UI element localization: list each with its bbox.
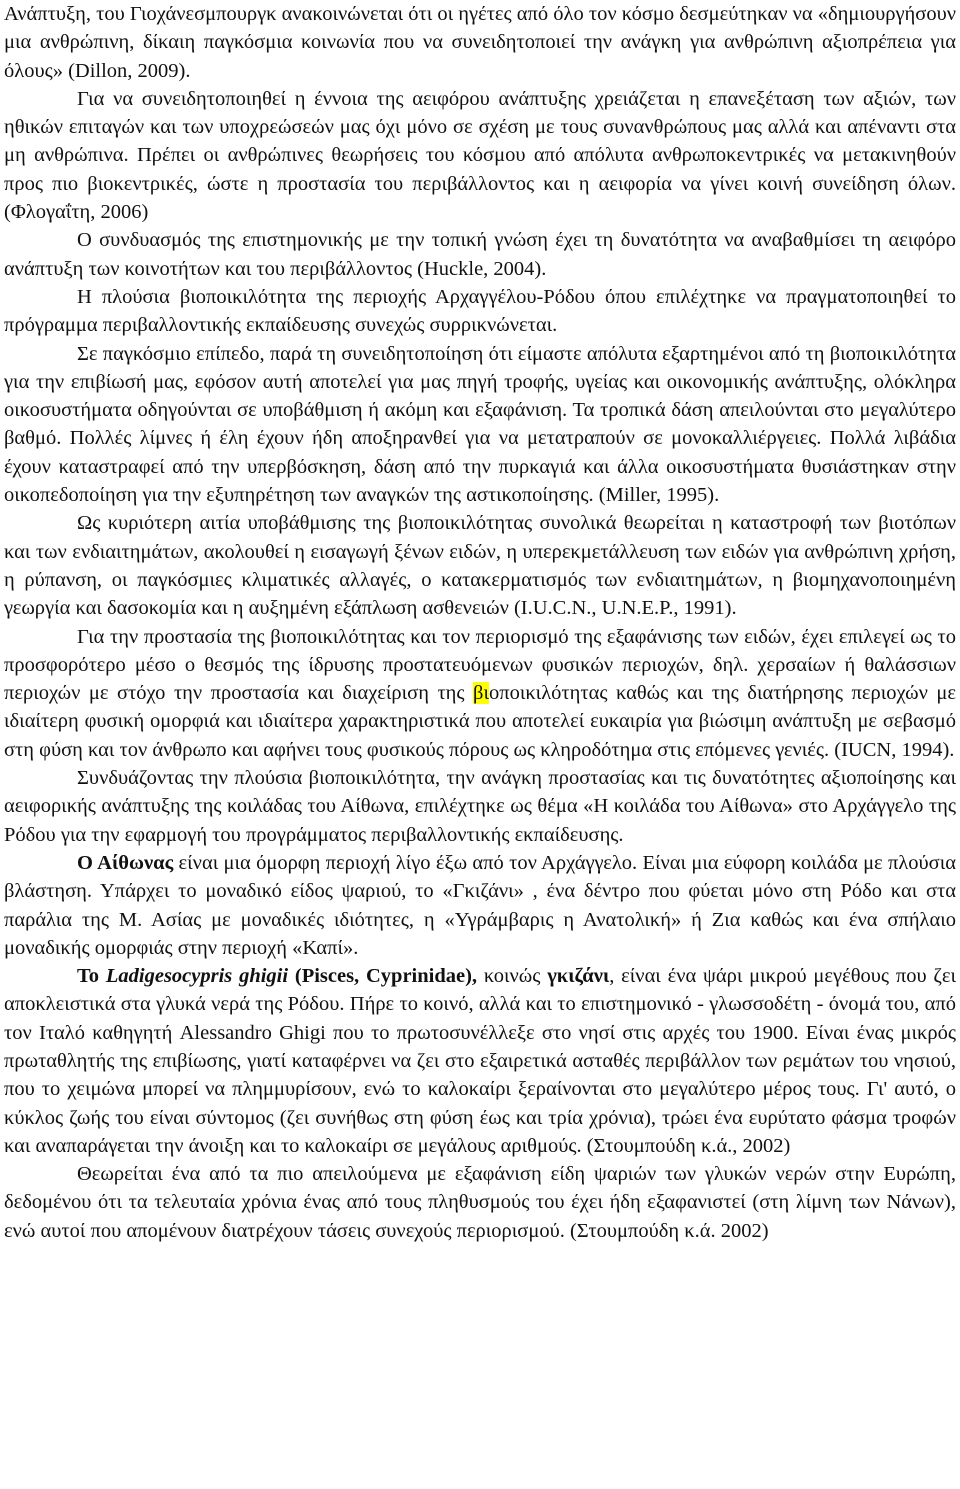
paragraph-endangered-status — [4, 1160, 956, 1245]
bold-term: (Pisces, Cyprinidae), — [288, 965, 478, 988]
paragraph-protected-areas — [4, 623, 956, 764]
bold-term: Ο Αίθωνας — [77, 851, 174, 874]
paragraph-text: Συνδυάζοντας την πλούσια βιοποικιλότητα, την ανάγκη προστασίας και τις δυνατότητες αξιοποίησης και αειφορικής ανάπτυξης της κοιλάδας του Αίθωνα, επιλέχτηκε ως θέμα «Η κοιλάδα του Αίθωνα» στο Αρχάγγελο της Ρόδου για την εφαρμογή του προγράμματος περιβαλλοντικής εκπαίδευσης. — [4, 767, 956, 846]
paragraph-local-knowledge — [4, 226, 956, 283]
paragraph-text: Ως κυριότερη αιτία υποβάθμισης της βιοποικιλότητας συνολικά θεωρείται η καταστροφή των βιοτόπων και των ενδιαιτημάτων, ακολουθεί η εισαγωγή ξένων ειδών, η υπερεκμετάλλευση των ειδών για ανθρώπινη χρήση, η ρύπανση, οι παγκόσμιες κλιματικές αλλαγές, ο κατακερματισμός των ενδιαιτημάτων, η βιομηχανοποιημένη γεωργία και δασοκομία και η αυξημένη εξάπλωση ασθενειών (I.U.C.N., U.N.E.P., 1991). — [4, 512, 956, 620]
paragraph-text: Για να συνειδητοποιηθεί η έννοια της αειφόρου ανάπτυξης χρειάζεται η επανεξέταση των αξιών, των ηθικών επιταγών και των υποχρεώσεών μας όχι μόνο σε σχέση με τους συνανθρώπους μας αλλά και απέναντι στα μη ανθρώπινα. Πρέπει οι ανθρώπινες θεωρήσεις του κόσμου από απόλυτα ανθρωποκεντρικές να μετακινηθούν προς πιο βιοκεντρικές, ώστε η προστασία του περιβάλλοντος και η αειφορία να γίνει κοινή συνείδηση όλων. (Φλογαΐτη, 2006) — [4, 87, 956, 224]
paragraph-text: Η πλούσια βιοποικιλότητα της περιοχής Αρχαγγέλου-Ρόδου όπου επιλέχτηκε να πραγματοποιηθεί το πρόγραμμα περιβαλλοντικής εκπαίδευσης συνεχώς συρρικνώνεται. — [4, 285, 956, 337]
paragraph-text: κοινώς — [477, 965, 548, 988]
paragraph-text: είναι μια όμορφη περιοχή λίγο έξω από τον Αρχάγγελο. Είναι μια εύφορη κοιλάδα με πλούσια βλάστηση. Υπάρχει το μοναδικό είδος ψαριού, το «Γκιζάνι» , ένα δέντρο που φύεται μόνο στη Ρόδο και στα παράλια της Μ. Ασίας με μοναδικές ιδιότητες, η «Υγράμβαρις η Ανατολική» ή Ζια καθώς και ένα σπήλαιο μοναδικής ομορφιάς στην περιοχή «Καπί». — [4, 851, 956, 959]
paragraph-text: Ανάπτυξη, του Γιοχάνεσμπουργκ ανακοινώνεται ότι οι ηγέτες από όλο τον κόσμο δεσμεύτηκαν να «δημιουργήσουν μια ανθρώπινη, δίκαιη παγκόσμια κοινωνία που να συνειδητοποιεί την ανάγκη για ανθρώπινη αξιοπρέπεια για όλους» (Dillon, 2009). — [4, 3, 956, 82]
paragraph-aithonas-theme — [4, 764, 956, 849]
paragraph-text: , είναι ένα ψάρι μικρού μεγέθους που ζει αποκλειστικά στα γλυκά νερά της Ρόδου. Πήρε το κοινό, αλλά και το επιστημονικό - γλωσσοδέτη - όνομά του, από τον Ιταλό καθηγητή Alessandro Ghigi που το πρωτοσυνέλλεξε στο νησί στις αρχές του 1900. Είναι ένας μικρός πρωταθλητής της επιβίωσης, γιατί καταφέρνει να ζει στο εξαιρετικά ασταθές περιβάλλον των ρεμάτων του νησιού, που το χειμώνα μπορεί να πλημμυρίσουν, ενώ το καλοκαίρι ξεραίνονται στο μεγαλύτερο μέρος τους. Γι' αυτό, ο κύκλος ζωής του είναι σύντομος (ζει συνήθως στη φύση έως και τρία χρόνια), τρώει ένα ευρύτατο φάσμα τροφών και αναπαράγεται την άνοιξη και το καλοκαίρι σε μεγάλους αριθμούς. (Στουμπούδη κ.ά., 2002) — [4, 965, 957, 1157]
paragraph-archangelos-biodiversity — [4, 283, 956, 340]
paragraph-text: Θεωρείται ένα από τα πιο απειλούμενα με εξαφάνιση είδη ψαριών των γλυκών νερών στην Ευρώπη, δεδομένου ότι τα τελευταία χρόνια ένας από τους πληθυσμούς του έχει ήδη εξαφανιστεί (στη λίμνη των Νάνων), ενώ αυτοί που απομένουν διατρέχουν τάσεις συνεχούς περιορισμού. (Στουμπούδη κ.ά. 2002) — [4, 1163, 956, 1242]
paragraph-text: Για την προστασία της βιοποικιλότητας και τον περιορισμό της εξαφάνισης των ειδών, έχει επιλεγεί ως το προσφορότερο μέσο ο θεσμός της ίδρυσης προστατευόμενων φυσικών περιοχών, δηλ. χερσαίων ή θαλάσσιων περιοχών με στόχο την προστασία και διαχείριση της — [4, 625, 956, 705]
paragraph-gizani-fish — [4, 962, 956, 1160]
paragraph-degradation-causes — [4, 509, 956, 622]
species-name: Ladigesocypris ghigii — [105, 965, 289, 988]
bold-term: γκιζάνι — [547, 965, 610, 988]
paragraph-text: Ο συνδυασμός της επιστημονικής με την τοπική γνώση έχει τη δυνατότητα να αναβαθμίσει τη αειφόρο ανάπτυξη των κοινοτήτων και του περιβάλλοντος (Huckle, 2004). — [4, 229, 956, 280]
bold-term: Το — [77, 965, 106, 988]
paragraph-text: Σε παγκόσμιο επίπεδο, παρά τη συνειδητοποίηση ότι είμαστε απόλυτα εξαρτημένοι από τη βιοποικιλότητα για την επιβίωσή μας, εφόσον αυτή αποτελεί για μας πηγή τροφής, υγείας και οικονομικής ανάπτυξης, ολόκληρα οικοσυστήματα οδηγούνται σε υποβάθμιση ή ακόμη και εξαφάνιση. Τα τροπικά δάση απειλούνται στο μεγαλύτερο βαθμό. Πολλές λίμνες ή έλη έχουν ήδη αποξηρανθεί για να μετατραπούν σε μονοκαλλιέργειες. Πολλά λιβάδια έχουν καταστραφεί από την υπερβόσκηση, δάση από την πυρκαγιά και άλλα οικοσυστήματα θυσιάστηκαν στην οικοπεδοποίηση για την εξυπηρέτηση των αναγκών της αστικοποίησης. (Miller, 1995). — [4, 342, 956, 507]
paragraph-aithonas-description — [4, 849, 956, 962]
paragraph-sustainability-values — [4, 85, 956, 226]
paragraph-global-ecosystems — [4, 340, 956, 510]
paragraph-sustainable-development-summit — [4, 0, 956, 85]
paragraph-text: οποικιλότητας καθώς και της διατήρησης περιοχών με ιδιαίτερη φυσική ομορφιά και ιδιαίτερα χαρακτηριστικά που αποτελεί ευκαιρία για βιώσιμη ανάπτυξη με σεβασμό στη φύση και τον άνθρωπο και αφήνει τους φυσικούς πόρους ως κληροδότημα στις επόμενες γενιές. (IUCN, 1994). — [4, 682, 956, 761]
text-highlight: βι — [473, 682, 489, 705]
